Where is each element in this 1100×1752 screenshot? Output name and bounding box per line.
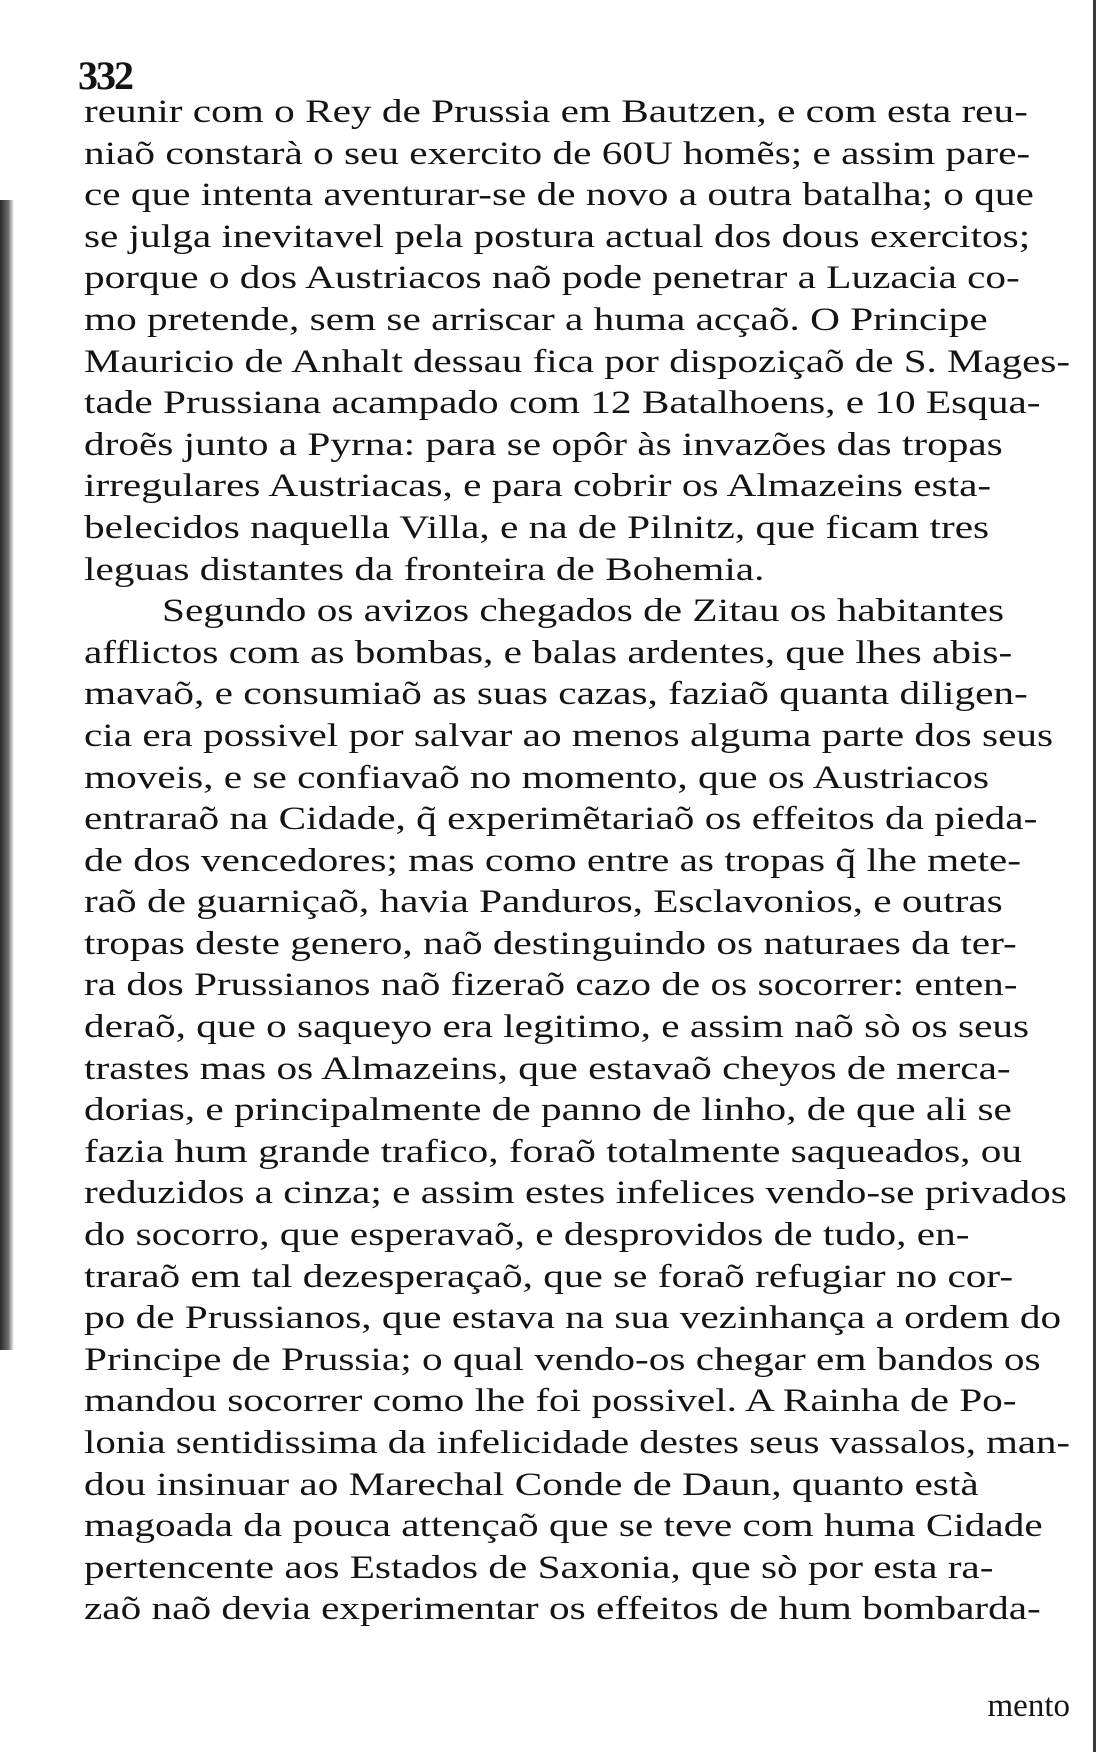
- text-line: [84, 965, 1070, 1007]
- text-line-content: reduzidos a cinza; e assim estes infelices vendo-se privados: [84, 1175, 1067, 1212]
- text-line: [84, 300, 1070, 342]
- text-line-content: Segundo os avizos chegados de Zitau os habitantes: [162, 593, 1005, 630]
- text-line: [84, 633, 1070, 675]
- text-line: [84, 924, 1070, 966]
- text-line: [84, 1548, 1070, 1590]
- text-line: [84, 92, 1070, 134]
- text-line: [84, 466, 1070, 508]
- text-line: [84, 1381, 1070, 1423]
- text-line: [84, 1173, 1070, 1215]
- text-line-content: raõ de guarniçaõ, havia Panduros, Esclavonios, e outras: [84, 884, 1003, 921]
- text-line: [84, 1506, 1070, 1548]
- text-line-content: magoada da pouca attençaõ que se teve com huma Cidade: [84, 1508, 1043, 1545]
- text-line: [84, 1257, 1070, 1299]
- text-line-content: dou insinuar ao Marechal Conde de Daun, quanto està: [84, 1466, 979, 1503]
- text-line: [84, 1215, 1070, 1257]
- text-line-content: mo pretende, sem se arriscar a huma acçaõ. O Principe: [84, 301, 988, 338]
- text-line-content: tropas deste genero, naõ destinguindo os naturaes da ter-: [84, 925, 1017, 962]
- text-line-content: lonia sentidissima da infelicidade destes seus vassalos, man-: [84, 1425, 1070, 1461]
- text-line-content: reunir com o Rey de Prussia em Bautzen, e com esta reu-: [84, 94, 1028, 130]
- catchword: mento: [987, 1688, 1070, 1724]
- page-edge-line: [1093, 0, 1096, 1752]
- text-line: [84, 799, 1070, 841]
- text-line: [84, 1049, 1070, 1091]
- text-line-content: traraõ em tal dezesperaçaõ, que se foraõ refugiar no cor-: [84, 1258, 1014, 1295]
- text-line: [84, 175, 1070, 217]
- text-line-content: Principe de Prussia; o qual vendo-os chegar em bandos os: [84, 1341, 1041, 1378]
- text-line-content: do socorro, que esperavaõ, e desprovidos de tudo, en-: [84, 1217, 970, 1254]
- text-line-content: droẽs junto a Pyrna: para se opôr às invazões das tropas: [84, 426, 1003, 463]
- text-line-content: de dos vencedores; mas como entre as tropas q̃ lhe mete-: [84, 842, 1021, 879]
- text-line-content: belecidos naquella Villa, e na de Pilnitz, que ficam tres: [84, 509, 990, 546]
- text-line-content: pertencente aos Estados de Saxonia, que sò por esta ra-: [84, 1549, 994, 1586]
- text-line: [84, 1465, 1070, 1507]
- page-number: 332: [78, 53, 132, 98]
- text-line-content: tade Prussiana acampado com 12 Batalhoens, e 10 Esqua-: [84, 385, 1041, 422]
- text-line: [84, 882, 1070, 924]
- text-line: [84, 383, 1070, 425]
- text-line: [84, 674, 1070, 716]
- text-line: [84, 258, 1070, 300]
- text-line-content: po de Prussianos, que estava na sua vezinhança a ordem do: [84, 1300, 1062, 1337]
- text-line-content: trastes mas os Almazeins, que estavaõ cheyos de merca-: [84, 1050, 1011, 1087]
- text-line: [84, 217, 1070, 259]
- text-line: [84, 508, 1070, 550]
- text-line-content: se julga inevitavel pela postura actual dos dous exercitos;: [84, 218, 1031, 255]
- text-line-content: Mauricio de Anhalt dessau fica por dispoziçaõ de S. Mages-: [84, 343, 1070, 380]
- text-line: [84, 1298, 1070, 1340]
- text-line-content: mandou socorrer como lhe foi possivel. A Rainha de Po-: [84, 1383, 1017, 1420]
- text-line-content: porque o dos Austriacos naõ pode penetrar a Luzacia co-: [84, 260, 1020, 297]
- page-edge-shadow: [0, 200, 14, 1350]
- text-line-content: afflictos com as bombas, e balas ardentes, que lhes abis-: [84, 634, 1013, 671]
- text-line: [84, 716, 1070, 758]
- text-line-content: irregulares Austriacas, e para cobrir os Almazeins esta-: [84, 468, 992, 505]
- text-line: [84, 342, 1070, 384]
- text-line: [84, 1423, 1070, 1465]
- text-line: [84, 425, 1070, 467]
- text-line: [84, 591, 1070, 633]
- text-line: [84, 1090, 1070, 1132]
- text-line-content: leguas distantes da fronteira de Bohemia.: [84, 551, 765, 588]
- text-line: [84, 758, 1070, 800]
- text-line-content: niaõ constarà o seu exercito de 60U homẽs; e assim pare-: [84, 135, 1031, 172]
- text-line-content: entraraõ na Cidade, q̃ experimẽtariaõ os effeitos da pieda-: [84, 801, 1038, 838]
- text-line: [84, 1340, 1070, 1382]
- text-line: [84, 1589, 1070, 1631]
- text-line-content: ra dos Prussianos naõ fizeraõ cazo de os socorrer: enten-: [84, 967, 1018, 1004]
- text-line-content: moveis, e se confiavaõ no momento, que os Austriacos: [84, 759, 990, 796]
- text-line-content: deraõ, que o saqueyo era legitimo, e assim naõ sò os seus: [84, 1009, 1030, 1046]
- text-line-content: cia era possivel por salvar ao menos alguma parte dos seus: [84, 717, 1054, 754]
- text-line-content: zaõ naõ devia experimentar os effeitos de hum bombarda-: [84, 1591, 1041, 1628]
- text-line-content: dorias, e principalmente de panno de linho, de que ali se: [84, 1092, 1012, 1129]
- text-line-content: ce que intenta aventurar-se de novo a outra batalha; o que: [84, 177, 1034, 214]
- body-text: [84, 92, 1070, 1631]
- text-line-content: fazia hum grande trafico, foraõ totalmente saqueados, ou: [84, 1133, 1023, 1170]
- text-line: [84, 550, 1070, 592]
- text-line: [84, 1007, 1070, 1049]
- text-line: [84, 134, 1070, 176]
- text-line: [84, 1132, 1070, 1174]
- text-line: [84, 841, 1070, 883]
- text-line-content: mavaõ, e consumiaõ as suas cazas, faziaõ quanta diligen-: [84, 676, 1028, 713]
